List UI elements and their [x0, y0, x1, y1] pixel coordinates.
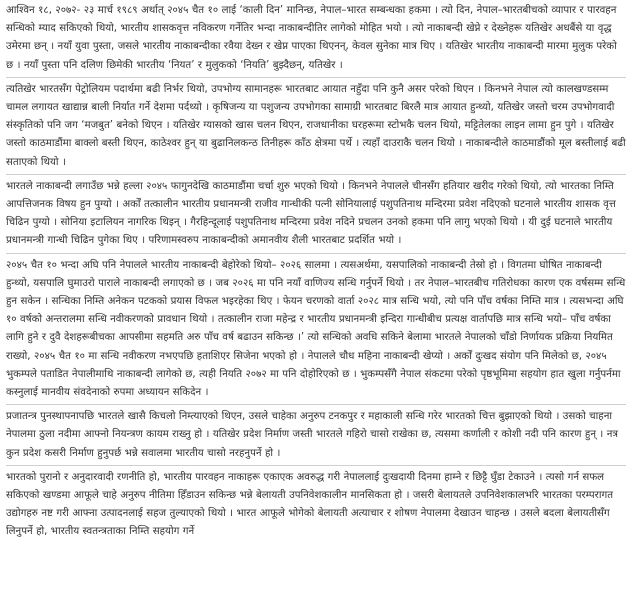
article-paragraph-2: त्यतिखेर भारतसँग पेट्रोलियम पदार्थमा बढी निर्भर थियो, उपभोग्य सामानहरू भारतबाट आयात नहुँदा पनि कुनै असर परेको थिएन । किनभने नेपाल त्यो कालखण्डसम्म चामल लगायत खाद्यान्न बाली निर्यात गर्ने देशमा पर्दथ्यो । कृषिजन्य या पशुजन्य उपभोगका सामाग्री भारतबाट बिरलै मात्र आयात हुन्थ्यो, यतिखेर जस्तो चरम उपभोगवादी संस्कृतिको पनि जग ‘मजबुत’ बनेको थिएन । यतिखेर ग्यासको खास चलन थिएन, राजधानीका घरहरूमा स्टोभकै चलन थियो, मट्टितेलका लाइन लामा हुन पुगे । यतिखेर जस्तो काठमाडौंमा बाक्लो बस्ती थिएन, काठेश्वर हुन् या बुढानिलकन्ठ तिनीहरू काँठ क्षेत्रमा पर्थे । त्यहाँ दाउराकै चलन थियो । नाकाबन्दीले काठमाडौंको मूल बस्तीलाई बढी सताएको थियो ।: [6, 83, 626, 168]
paragraph-divider: [6, 174, 626, 175]
article-paragraph-3: भारतले नाकाबन्दी लगाउँछ भन्ने हल्ला २०४५ फागुनदेखि काठमाडौंमा चर्चा शुरु भएको थियो । किनभने नेपालले चीनसँग हतियार खरीद गरेको थियो, त्यो भारतका निम्ति आपत्तिजनक विषय हुन पुग्यो । अर्कों तत्कालीन भारतीय प्रधानमन्त्री राजीव गान्धीकी पत्नी सोनियालाई पशुपतिनाथ मन्दिरमा प्रवेश नदिएको घटनाले भारतीय शासक वृत्त चिढिन पुग्यो । सोनिया इटालियन नागरिक थिइन् । गैरहिन्दूलाई पशुपतिनाथ मन्दिरमा प्रवेश नदिने प्रचलन उनको हकमा पनि लागु भएको थियो । यी दुई घटनाले भारतीय प्रधानमन्त्री गान्धी चिढिन पुगेका थिए । परिणामस्वरुप नाकाबन्दीको अमानवीय शैली भारतबाट प्रदर्शित भयो ।: [6, 180, 616, 247]
article-paragraph-6: भारतको पुरानो र अनुदारवादी रणनीति हो, भारतीय पारवहन नाकाहरू एकाएक अवरुद्ध गरी नेपाललाई दुःखदायी दिनमा हाम्ने र छिट्टै घुँडा टेकाउने । त्यसो गर्न सफल सकिएको खण्डमा आफूले चाहे अनुरुप नीतिमा हिँडाउन सकिन्छ भन्ने बेलायती उपनिवेशकालीन मानसिकता हो । जसरी बेलायतले उपनिवेशकालभरि भारतका परम्परागत उद्योगहरु नष्ट गरी आफ्ना उत्पादनलाई सहज तुल्याएको थियो । भारत आफूले भोगेको बेलायती अत्याचार र शोषण नेपालमा देखाउन चाहन्छ । उसले बदला बेलायतीसँग लिनुपर्ने हो, भारतीय स्वतन्त्रताका निम्ति सहयोग गर्ने: [6, 471, 614, 538]
paragraph-divider: [6, 77, 626, 78]
paragraph-divider: [6, 465, 626, 466]
article-paragraph-5: प्रजातन्त्र पुनस्थापनापछि भारतले खासै किचलो निम्त्याएको थिएन, उसले चाहेका अनुरुप टनकपुर र महाकाली सन्धि गरेर भारतको चित्त बुझाएको थियो । उसको चाहना नेपालमा ठुला नदीमा आफ्नो नियन्त्रण कायम राख्नु हो । यतिखेर प्रदेश निर्माण जस्ती भारतले गहिरो चासो राखेका छ, त्यसमा कर्णाली र कोशी नदी पनि कारण हुन् । नत्र कुन प्रदेश कसरी निर्माण हुनुपर्छ भन्ने सवालमा भारतीय चासो नरहनुपर्ने हो ।: [6, 411, 619, 459]
paragraph-divider: [6, 253, 626, 254]
article-paragraph-4: २०४५ चैत १० भन्दा अघि पनि नेपालले भारतीय नाकाबन्दी बेहोरेको थियो– २०२६ सालमा । त्यसअर्थमा, यसपालिको नाकाबन्दी तेस्रो हो । विगतमा घोषित नाकाबन्दी हुन्थ्यो, यसपालि घुमाउरो पाराले नाकाबन्दी लगाएको छ । जब २०२६ मा पनि नयाँ वाणिज्य सन्धि गर्नुपर्ने थियो । तर नेपाल–भारतबीच गतिरोधका कारण एक वर्षसम्म सन्धि हुन सकेन । सन्धिका निम्ति अनेकन पटकको प्रयास विफल भइरहेका थिए । फेयन चरणको वार्ता २०२८ मात्र सन्धि भयो, त्यो पनि पाँच वर्षका निम्ति मात्र । त्यसभन्दा अघि १० वर्षको अन्तरालमा सन्धि नवीकरणको प्रावधान थियो । तत्कालीन राजा महेन्द्र र भारतीय प्रधानमन्त्री इन्दिरा गान्धीबीच प्रत्यक्ष वार्तापछि मात्र सन्धि भयो– पाँच वर्षका लागि हुने र दुवै देशहरूबीचका आपसीमा सहमति अरु पाँच वर्ष बढाउन सकिन्छ ।’ त्यो सन्धिको अवधि सकिने बेलामा भारतले नेपालको चाँडो निर्णायक प्रक्रिया नियमित राख्यो, २०४५ चैत १० मा सन्धि नवीकरण नभएपछि हताशिएर सिजेना भएको हो । नेपालले चौध महिना नाकाबन्दी खेप्यो । अर्कों दुःखद संयोग पनि मिलेको छ, २०४५ भुकम्पले पताडित नेपालीमाथि नाकाबन्दी लागेको छ, त्यही नियति २०७२ मा पनि दोहोरिएको छ । भुकम्पसँगै नेपाल संकटमा परेको पृष्ठभूमिमा सहयोग हात खुला गर्नुपर्नमा कस्नुलाई मानवीय संवदेनाको रुपमा अध्यायन सकिदेन ।: [6, 259, 626, 399]
paragraph-divider: [6, 404, 626, 405]
article-paragraph-1: आश्विन १८, २०७२- २३ मार्च १९८९ अर्थात् २०४५ चैत १० लाई ‘काली दिन’ मानिन्छ, नेपाल–भारत सम्बन्धका हकमा । त्यो दिन, नेपाल–भारतबीचको व्यापार र पारवहन सन्धिको म्याद सकिएको थियो, भारतीय शासकवृत्त नविकरण गर्नेतिर भन्दा नाकाबन्दीतिर लागेको मोहित भयो । त्यो नाकाबन्दी खेप्ने र देख्नेहरू यतिखेर अधबैंसे या वृद्ध उमेरमा छन् । नयाँ युवा पुस्ता, जसले भारतीय नाकाबन्दीका रवैया देख्न र खेप्न पाएका थिएनन्, केवल सुनेका मात्र थिए । यतिखेर भारतीय नाकाबन्दी मारमा मुलुक परेको छ । नयाँ पुस्ता पनि दलिण छिमेकी भारतीय ‘नियत’ र मुलुकको ‘नियति’ बुझ्दैछन्, यतिखेर ।: [6, 5, 617, 71]
